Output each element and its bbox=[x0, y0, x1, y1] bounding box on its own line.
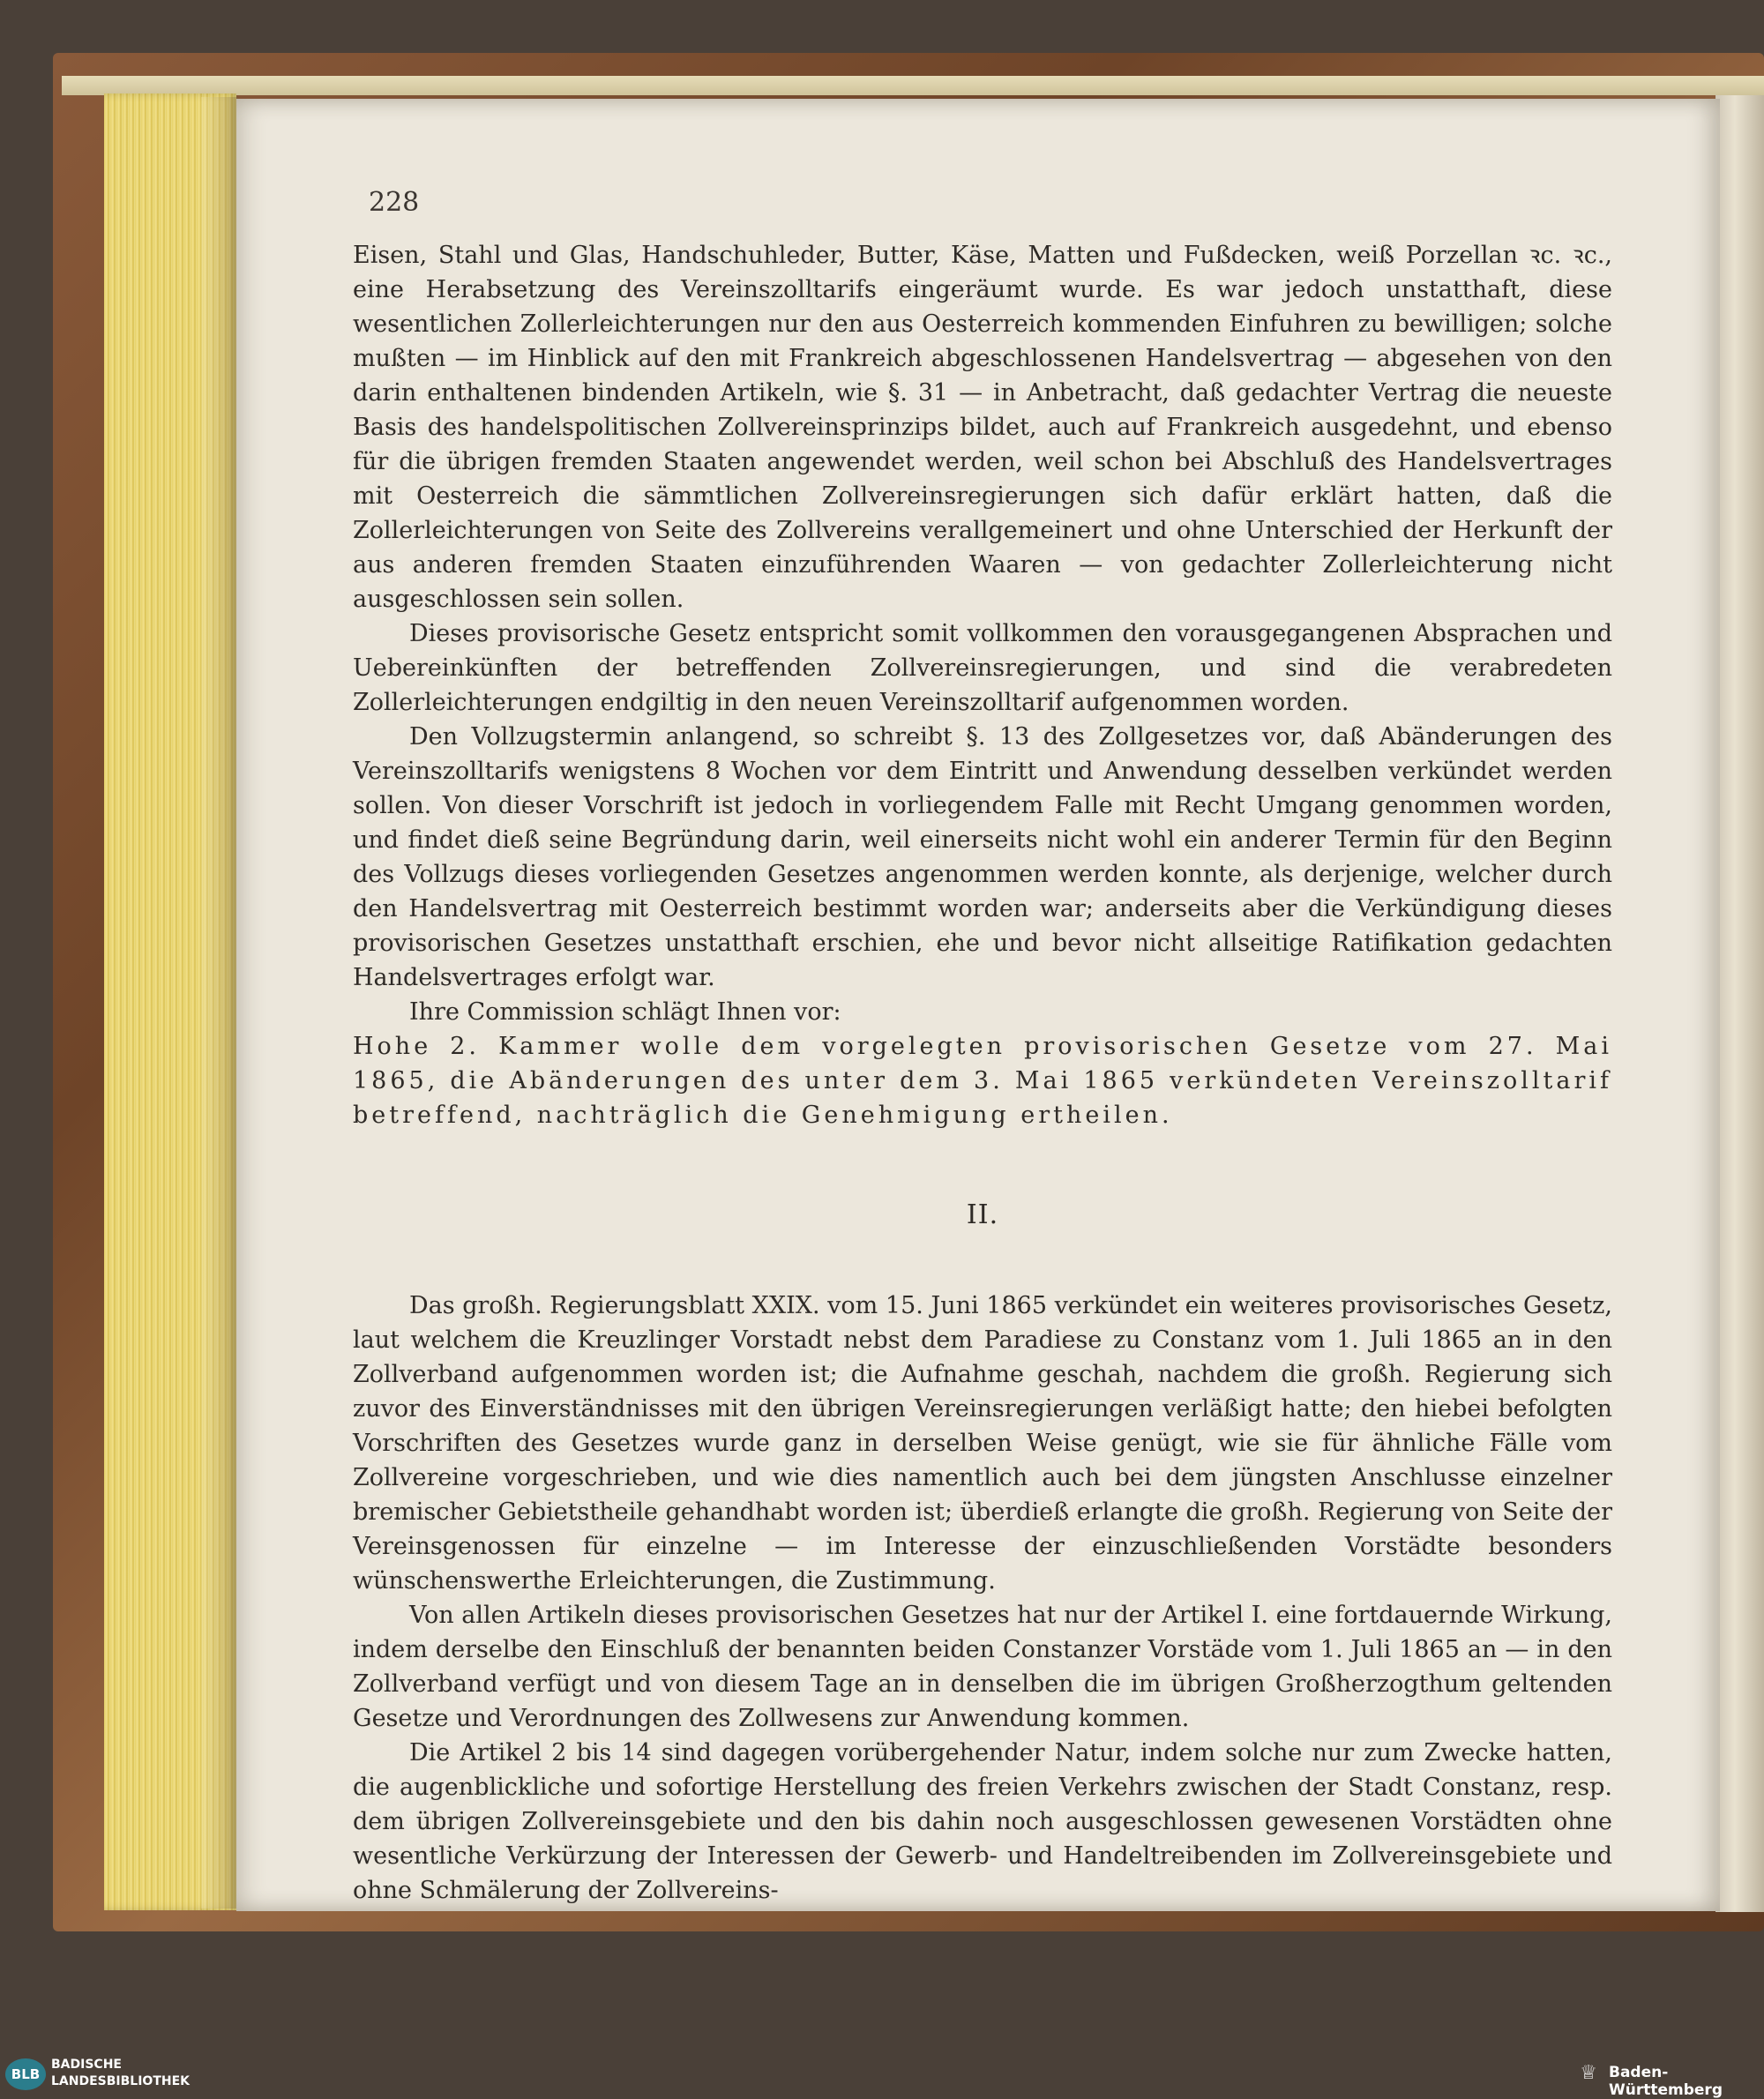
footer-bar bbox=[0, 2051, 1764, 2099]
paragraph: Dieses provisorische Gesetz entspricht somit vollkommen den vorausgegangenen Absprachen und Uebereinkünften der betreffenden Zollvereinsregierungen, und sind die verabredeten Zollerleichterungen endgiltig in den neuen Vereinszolltarif aufgenommen worden. bbox=[353, 620, 1612, 716]
paragraph: Von allen Artikeln dieses provisorischen Gesetzes hat nur der Artikel I. eine fortdauernde Wirkung, indem derselbe den Einschluß der benannten beiden Constanzer Vorstäde vom 1. Juli 1865 an — in den Zollverband verfügt und von diesem Tage an in denselben die im übrigen Großherzogthum geltenden Gesetze und Verordnungen des Zollwesens zur Anwendung kommen. bbox=[353, 1602, 1612, 1732]
blb-logo-icon[interactable]: BLB bbox=[5, 2058, 46, 2090]
baden-wuerttemberg-coat-of-arms-icon[interactable]: ♕ bbox=[1580, 2062, 1597, 2084]
library-name-line2: LANDESBIBLIOTHEK bbox=[51, 2074, 191, 2088]
library-name-line1: BADISCHE bbox=[51, 2058, 122, 2072]
library-name[interactable] bbox=[51, 2057, 190, 2090]
commission-motion: Hohe 2. Kammer wolle dem vorgelegten provisorischen Gesetze vom 27. Mai 1865, die Abänderungen des unter dem 3. Mai 1865 verkündeten Vereinszolltarif betreffend, nachträglich die Genehmigung ertheilen. bbox=[353, 1033, 1612, 1129]
next-page-edge bbox=[1715, 95, 1764, 1912]
section-heading: II. bbox=[966, 1199, 999, 1230]
region-name[interactable]: Baden-Württemberg bbox=[1609, 2064, 1723, 2099]
paragraph: Das großh. Regierungsblatt XXIX. vom 15. Juni 1865 verkündet ein weiteres provisorisches Gesetz, laut welchem die Kreuzlinger Vorstadt nebst dem Paradiese zu Constanz vom 1. Juli 1865 an in den Zollverband aufgenommen worden ist; die Aufnahme geschah, nachdem die großh. Regierung sich zuvor des Einverständnisses mit den übrigen Vereinsregierungen verläßigt hatte; den hiebei befolgten Vorschriften des Gesetzes wurde ganz in derselben Weise genügt, wie sie für ähnliche Fälle vom Zollvereine vorgeschrieben, und wie dies namentlich auch bei dem jüngsten Anschlusse einzelner bremischer Gebietstheile gehandhabt worden ist; überdieß erlangte die großh. Regierung von Seite der Vereinsgenossen für einzelne — im Interesse der einzuschließenden Vorstädte besonders wünschenswerthe Erleichterungen, die Zustimmung. bbox=[353, 1292, 1612, 1595]
paragraph: Eisen, Stahl und Glas, Handschuhleder, Butter, Käse, Matten und Fußdecken, weiß Porzellan ꝛc. ꝛc., eine Herabsetzung des Vereinszolltarifs eingeräumt wurde. Es war jedoch unstatthaft, diese wesentlichen Zollerleichterungen nur den aus Oesterreich kommenden Einfuhren zu bewilligen; solche mußten — im Hinblick auf den mit Frankreich abgeschlossenen Handelsvertrag — abgesehen von den darin enthaltenen bindenden Artikeln, wie §. 31 — in Anbetracht, daß gedachter Vertrag die neueste Basis des handelspolitischen Zollvereinsprinzips bildet, auch auf Frankreich ausgedehnt, und ebenso für die übrigen fremden Staaten angewendet werden, weil schon bei Abschluß des Handelsvertrages mit Oesterreich die sämmtlichen Zollvereinsregierungen sich dafür erklärt hatten, daß die Zollerleichterungen von Seite des Zollvereins verallgemeinert und ohne Unterschied der Herkunft der aus anderen fremden Staaten einzuführenden Waaren — von gedachter Zollerleichterung nicht ausgeschlossen sein sollen. bbox=[353, 242, 1612, 613]
page-number: 228 bbox=[369, 187, 420, 218]
paragraph: Ihre Commission schlägt Ihnen vor: bbox=[409, 998, 841, 1026]
page-edges-shadow bbox=[201, 97, 238, 1909]
paragraph: Die Artikel 2 bis 14 sind dagegen vorübergehender Natur, indem solche nur zum Zwecke hatten, die augenblickliche und sofortige Herstellung des freien Verkehrs zwischen der Stadt Constanz, resp. dem übrigen Zollvereinsgebiete und den bis dahin noch ausgeschlossen gewesenen Vorstädten ohne wesentliche Verkürzung der Interessen der Gewerb- und Handeltreibenden im Zollvereinsgebiete und ohne Schmälerung der Zollvereins- bbox=[353, 1739, 1612, 1904]
page-body bbox=[353, 238, 1612, 1908]
paragraph: Den Vollzugstermin anlangend, so schreibt §. 13 des Zollgesetzes vor, daß Abänderungen des Vereinszolltarifs wenigstens 8 Wochen vor dem Eintritt und Anwendung desselben verkündet werden sollen. Von dieser Vorschrift ist jedoch in vorliegendem Falle mit Recht Umgang genommen worden, und findet dieß seine Begründung darin, weil einerseits nicht wohl ein anderer Termin für den Beginn des Vollzugs dieses vorliegenden Gesetzes angenommen werden konnte, als derjenige, welcher durch den Handelsvertrag mit Oesterreich bestimmt worden war; anderseits aber die Verkündigung dieses provisorischen Gesetzes unstatthaft erschien, ehe und bevor nicht allseitige Ratifikation gedachten Handelsvertrages erfolgt war. bbox=[353, 723, 1612, 991]
book-top-edge bbox=[62, 76, 1764, 95]
